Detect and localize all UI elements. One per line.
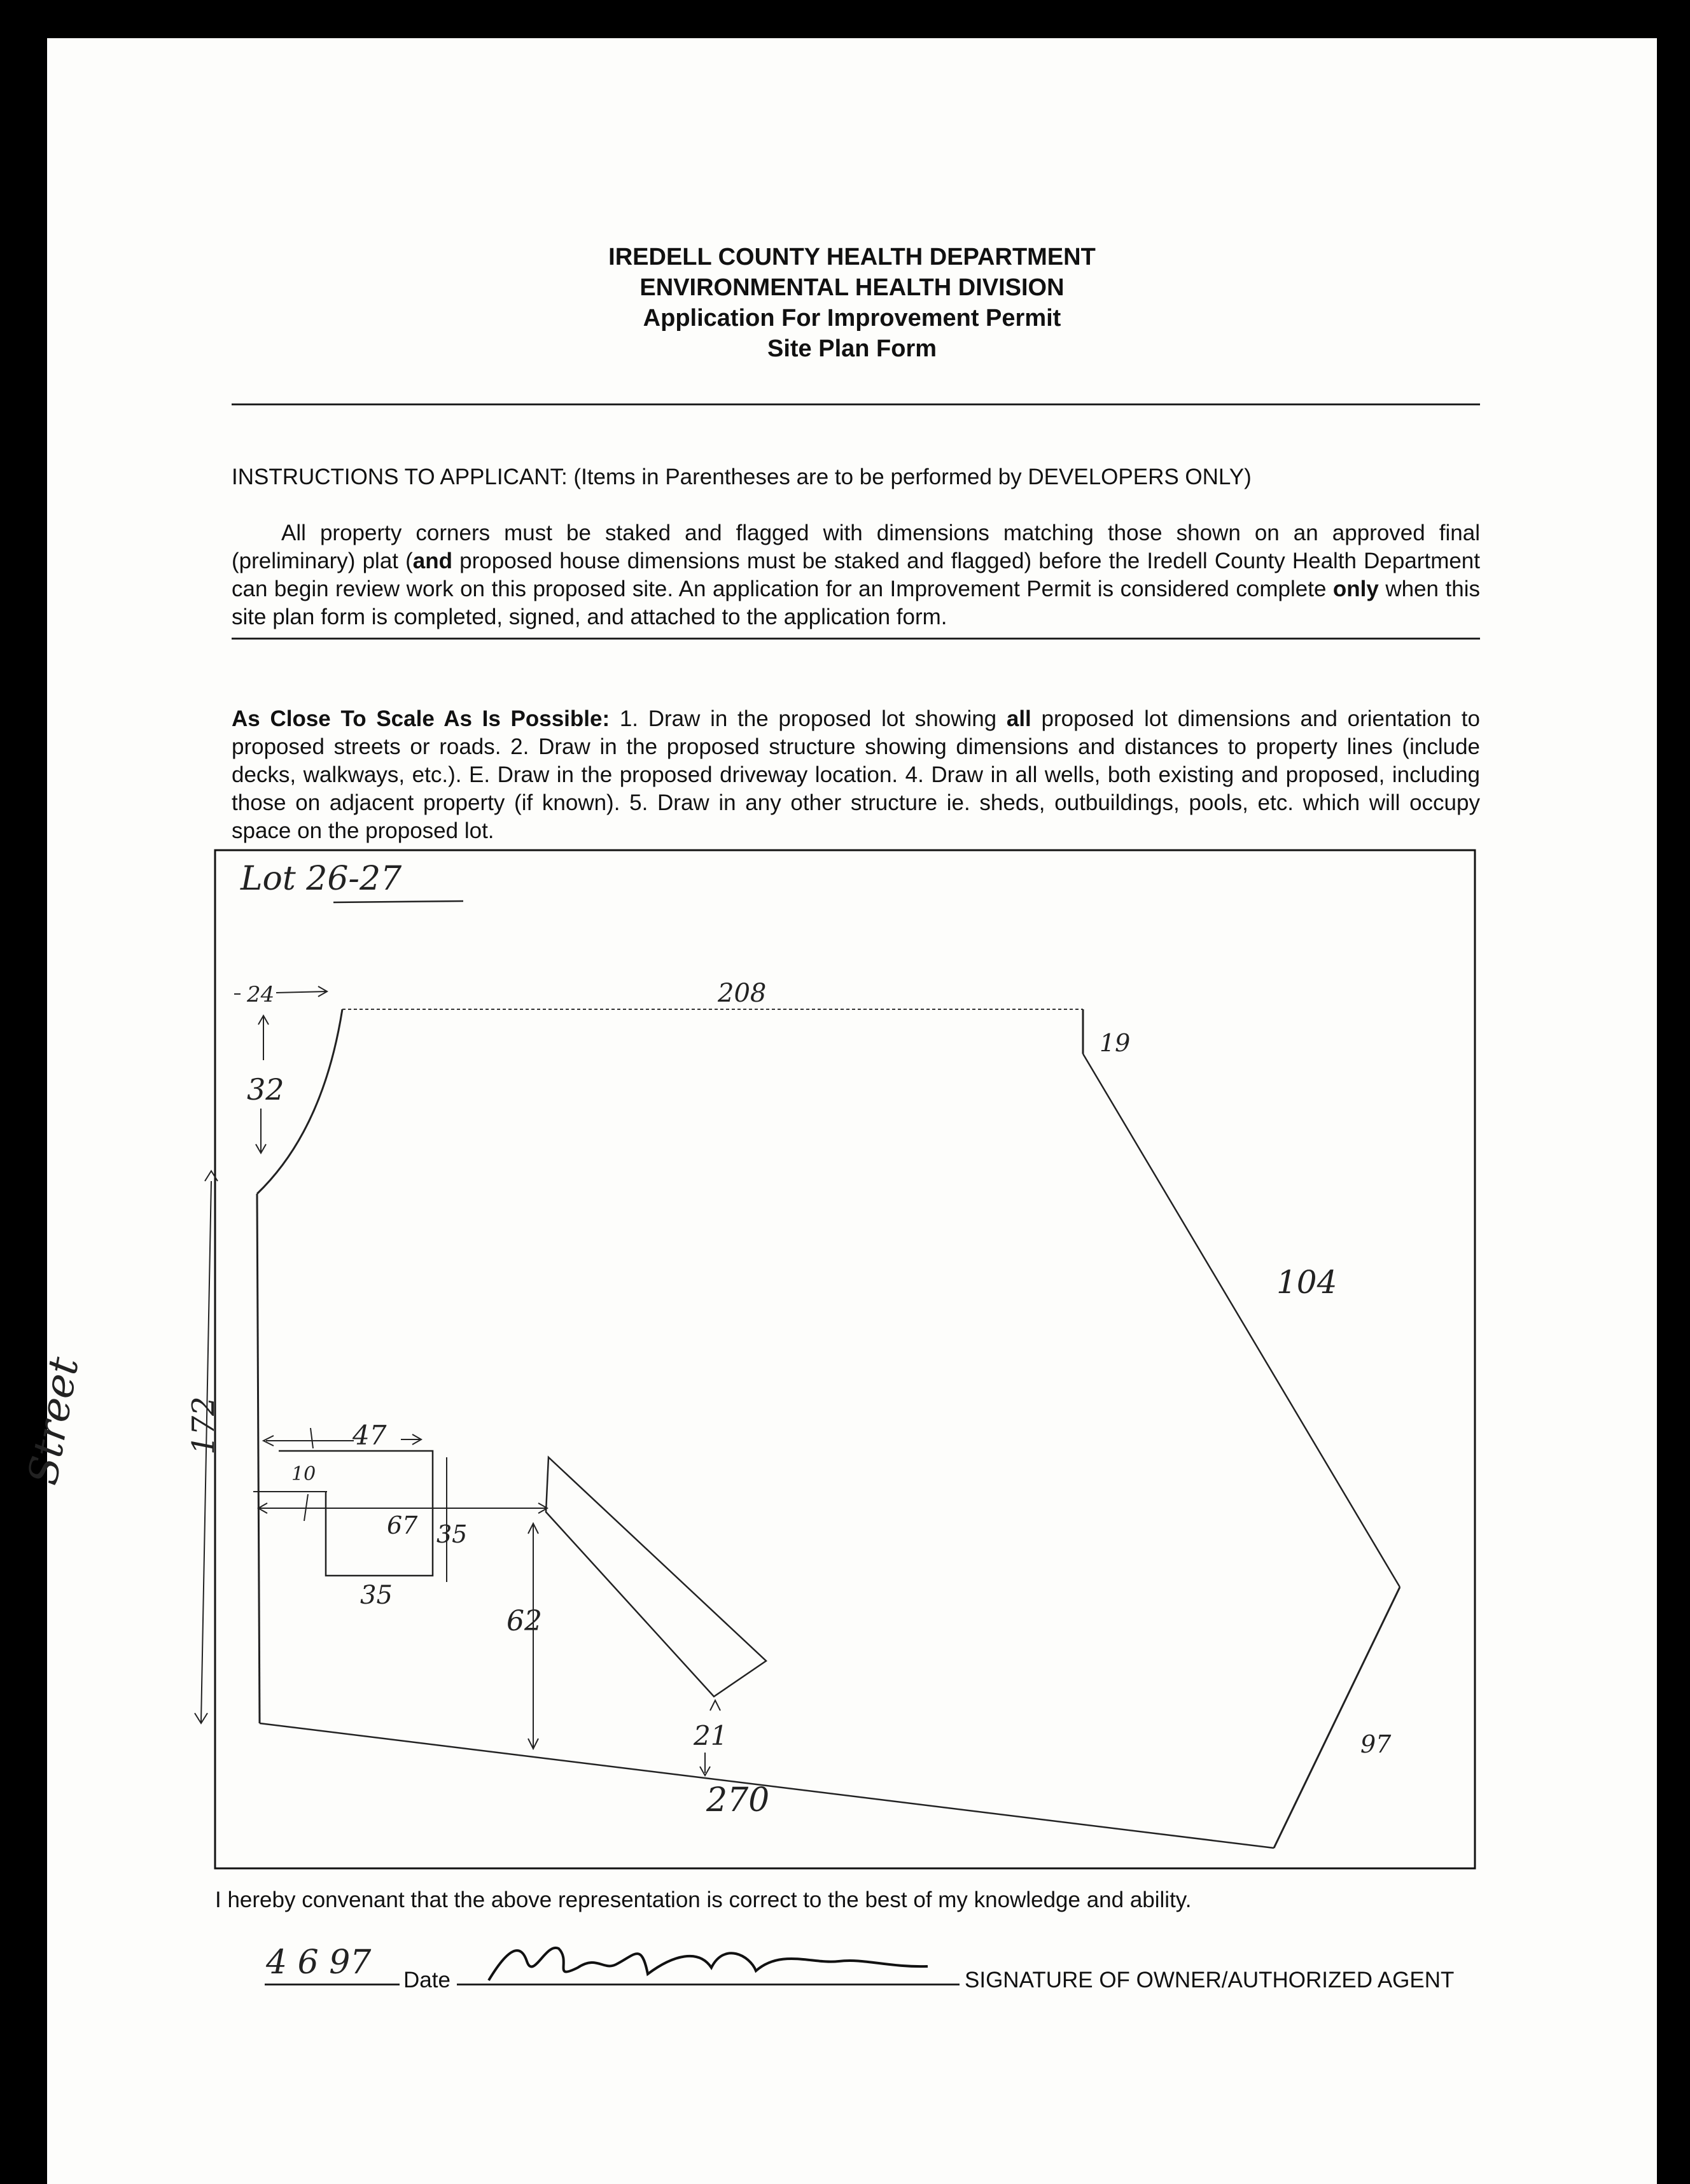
- form-title: Site Plan Form: [767, 335, 937, 362]
- dim-house-height: 35: [436, 1520, 468, 1548]
- lot-boundary-right-upper: [1083, 1054, 1400, 1587]
- instructions-text-1: All property corners must be staked and flagged with dimensions matching those shown on an approved final (preliminary) plat (: [232, 521, 1480, 573]
- date-line: [265, 1984, 400, 1985]
- dim-top-corner-line: [276, 991, 326, 993]
- scale-instructions: [232, 705, 1480, 845]
- instructions-title: INSTRUCTIONS TO APPLICANT: (Items in Parentheses are to be performed by DEVELOPERS ONLY): [232, 465, 1252, 489]
- dim-driveway-setback: 62: [506, 1605, 542, 1637]
- division-title: ENVIRONMENTAL HEALTH DIVISION: [639, 274, 1065, 301]
- dim-right-upper: 104: [1276, 1264, 1337, 1301]
- signature-label: SIGNATURE OF OWNER/AUTHORIZED AGENT: [965, 1968, 1455, 1992]
- site-plan-frame: [215, 850, 1475, 1868]
- instructions-bold-and: and: [412, 549, 453, 573]
- driveway-end-arrow-icon: [710, 1700, 720, 1711]
- scale-lead: As Close To Scale As Is Possible:: [232, 706, 610, 731]
- scale-text-2: proposed lot dimensions and orientation to proposed streets or roads. 2. Draw in the proposed structure showing dimensions and distances to property lines (include decks, walkways, etc.). E. Draw in the proposed driveway location. 4. Draw in all wells, both existing and proposed, including those on adjacent property (if known). 5. Draw in any other structure ie. sheds, outbuildings, pools, etc. which will occupy space on the proposed lot.: [232, 706, 1480, 843]
- lot-label: Lot 26-27: [241, 860, 402, 898]
- date-value: 4 6 97: [266, 1943, 372, 1982]
- house-setback-tick: [311, 1428, 313, 1448]
- certification-text: I hereby convenant that the above representation is correct to the best of my knowledge and ability.: [215, 1887, 1192, 1912]
- dim-house-offset: 10: [291, 1463, 316, 1485]
- instructions-text-3: when this site plan form is completed, signed, and attached to the application form.: [232, 577, 1480, 629]
- lot-boundary-left: [257, 1194, 260, 1723]
- scale-text-1: 1. Draw in the proposed lot showing: [610, 706, 1007, 731]
- scale-bold-all: all: [1006, 706, 1031, 731]
- street-label: Street: [19, 1354, 88, 1488]
- instructions-bold-only: only: [1332, 577, 1379, 601]
- instructions-divider: [232, 638, 1480, 640]
- department-title: IREDELL COUNTY HEALTH DEPARTMENT: [608, 244, 1096, 270]
- dim-house-depth: 67: [387, 1511, 418, 1539]
- dim-bottom: 270: [706, 1781, 770, 1819]
- lot-boundary-right-lower: [1274, 1587, 1400, 1848]
- driveway-outline: [546, 1457, 766, 1697]
- lot-label-underline: [333, 901, 463, 902]
- handwritten-signature: [482, 1936, 940, 1987]
- instructions-text-2: proposed house dimensions must be staked and flagged) before the Iredell County Health Department can begin review work on this proposed site. An application for an Improvement Permit is considered complete: [232, 549, 1481, 601]
- dim-top: 208: [718, 979, 767, 1008]
- dim-left: 172: [186, 1396, 221, 1455]
- instructions-body: [232, 519, 1480, 631]
- date-label: Date: [403, 1968, 450, 1992]
- form-page: [19, 38, 1657, 2184]
- dim-top-right: 19: [1100, 1029, 1131, 1057]
- form-header: [47, 242, 1657, 364]
- application-title: Application For Improvement Permit: [643, 305, 1061, 332]
- dim-corner-vertical: 32: [247, 1072, 284, 1107]
- header-divider: [232, 403, 1480, 405]
- signature-row: [215, 1941, 1539, 1998]
- dim-house-width: 35: [360, 1581, 393, 1610]
- dim-house-setback: 47: [353, 1420, 387, 1451]
- dim-right-lower: 97: [1360, 1730, 1392, 1758]
- dim-driveway-end: 21: [694, 1720, 728, 1751]
- site-plan-drawing: [19, 850, 1475, 1868]
- dim-top-corner: 24: [247, 982, 275, 1007]
